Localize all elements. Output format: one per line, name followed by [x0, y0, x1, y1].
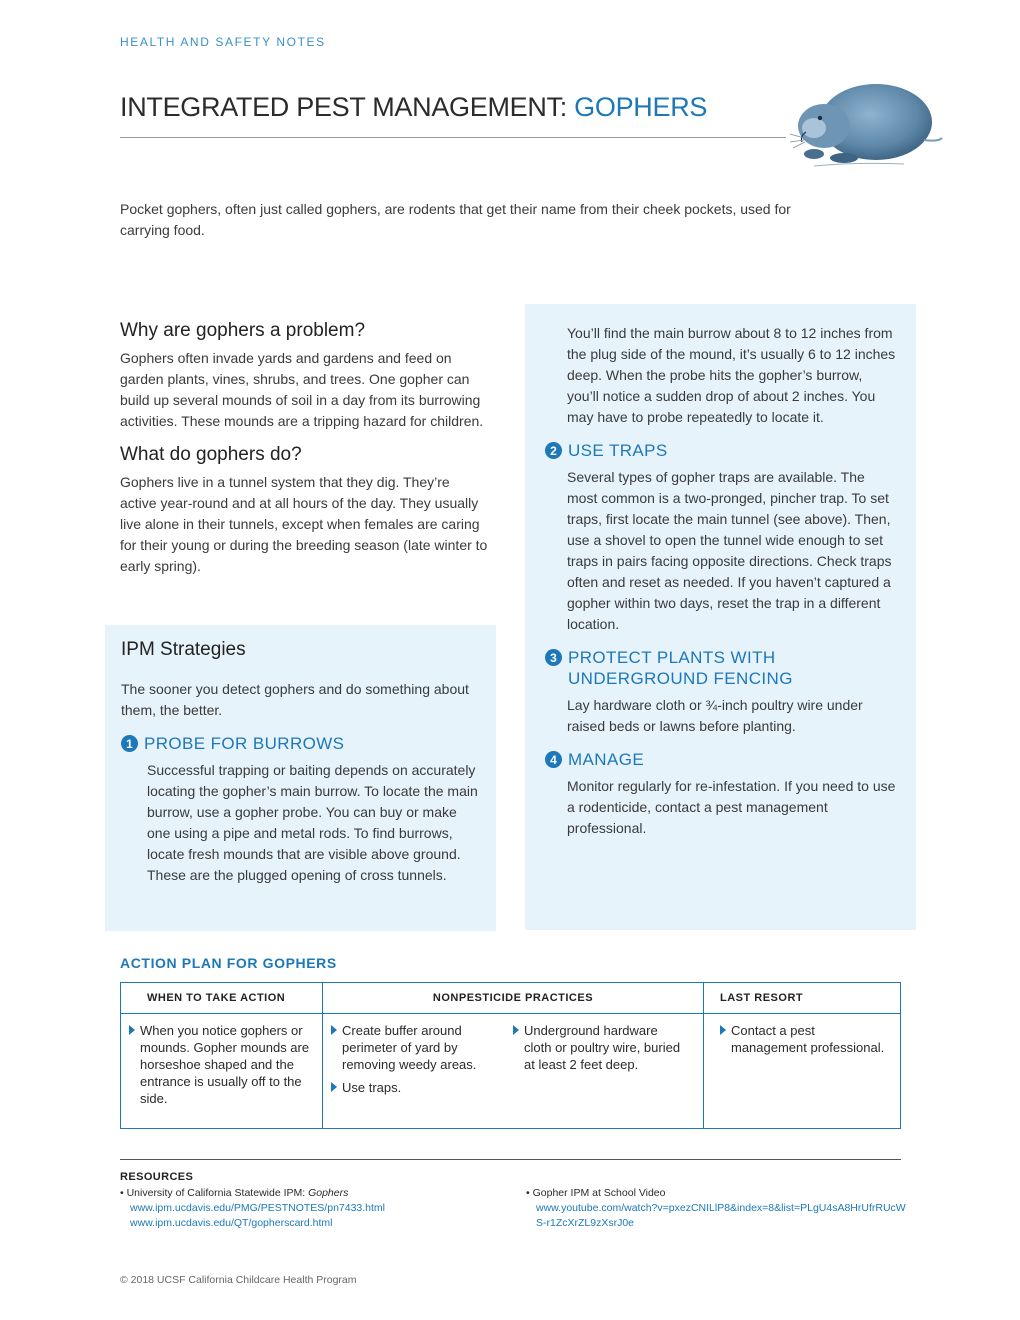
step-3-title: PROTECT PLANTS WITH UNDERGROUND FENCING — [568, 648, 793, 688]
step-4-body: Monitor regularly for re-infestation. If you need to use a rodenticide, contact a pest management professional. — [567, 778, 896, 836]
resource-link-video[interactable]: www.youtube.com/watch?v=pxezCNILlP8&index=8&list=PLgU4sA8HrUfrRUcWS-r1ZcXrZL9zXsrJ0e — [536, 1202, 906, 1229]
resource-link-gopherscard[interactable]: www.ipm.ucdavis.edu/QT/gopherscard.html — [130, 1217, 333, 1229]
step-1-number-icon: 1 — [121, 735, 138, 752]
list-item — [331, 1079, 505, 1096]
eyebrow-label: HEALTH AND SAFETY NOTES — [120, 35, 326, 49]
last-resort-text: Contact a pest management professional. — [731, 1023, 885, 1055]
left-column — [120, 320, 490, 577]
behavior-body: Gophers live in a tunnel system that they dig. They’re active year-round and at all hours of the day. They usually live alone in their tunnels, except when females are caring for their young or during the breeding season (late winter to early spring). — [120, 474, 488, 574]
step-2-title: USE TRAPS — [568, 441, 668, 460]
bullet-arrow-icon — [331, 1025, 337, 1035]
when-text: When you notice gophers or mounds. Gopher mounds are horseshoe shaped and the entrance is usually off to the side. — [140, 1023, 310, 1106]
problem-body: Gophers often invade yards and gardens and feed on garden plants, vines, shrubs, and trees. One gopher can build up several mounds of soil in a day from its burrowing activities. These mounds are a tripping hazard for children. — [120, 350, 484, 429]
nonpesticide-a-1: Create buffer around perimeter of yard by removing weedy areas. — [342, 1023, 477, 1072]
nonpesticide-a-2: Use traps. — [342, 1080, 402, 1095]
resources-title: RESOURCES — [120, 1171, 194, 1183]
resources-divider — [120, 1159, 901, 1160]
list-item — [129, 1022, 314, 1107]
strategies-continued-box — [525, 304, 916, 930]
step-1-header — [121, 733, 480, 754]
step-3-header — [545, 647, 896, 689]
cell-last-resort — [704, 1014, 900, 1128]
action-plan-body-row — [121, 1014, 900, 1128]
resource-ucipm-label — [120, 1186, 510, 1201]
step-2-header — [545, 440, 896, 461]
nonpesticide-col-a — [331, 1022, 513, 1128]
list-item — [513, 1022, 687, 1073]
resources-left — [120, 1186, 510, 1231]
ipm-intro: The sooner you detect gophers and do something about them, the better. — [121, 681, 469, 718]
bullet-arrow-icon — [513, 1025, 519, 1035]
step-1-continued: You’ll find the main burrow about 8 to 12 inches from the plug side of the mound, it’s usually 6 to 12 inches deep. When the probe hits the gopher’s burrow, you’ll notice a sudden drop of about 2 inches. You may have to probe repeatedly to locate it. — [567, 325, 896, 425]
step-2-number-icon: 2 — [545, 442, 562, 459]
resource-ucipm-italic: Gophers — [308, 1187, 349, 1199]
page-title-main: INTEGRATED PEST MANAGEMENT: — [120, 92, 575, 122]
cell-when — [121, 1014, 323, 1128]
resource-video-label: • Gopher IPM at School Video — [526, 1187, 666, 1199]
page-title — [120, 92, 786, 123]
step-4-number-icon: 4 — [545, 751, 562, 768]
resources-right — [526, 1186, 906, 1231]
step-4-title: MANAGE — [568, 750, 645, 769]
step-4-header — [545, 749, 896, 770]
problem-heading: Why are gophers a problem? — [120, 320, 366, 341]
step-3-body: Lay hardware cloth or ¾-inch poultry wire under raised beds or lawns before planting. — [567, 697, 863, 734]
cell-nonpesticide — [323, 1014, 704, 1128]
resource-ucipm-prefix: • University of California Statewide IPM: — [120, 1187, 309, 1199]
ipm-heading: IPM Strategies — [121, 639, 246, 660]
header-when: WHEN TO TAKE ACTION — [121, 983, 323, 1013]
list-item — [331, 1022, 505, 1073]
resource-link-pestnotes[interactable]: www.ipm.ucdavis.edu/PMG/PESTNOTES/pn7433.html — [130, 1202, 386, 1214]
bullet-arrow-icon — [720, 1025, 726, 1035]
bullet-arrow-icon — [129, 1025, 135, 1035]
nonpesticide-col-b — [513, 1022, 695, 1128]
header-nonpesticide: NONPESTICIDE PRACTICES — [323, 983, 704, 1013]
action-plan-table — [120, 982, 901, 1129]
page-title-accent: GOPHERS — [574, 92, 708, 122]
list-item — [720, 1022, 892, 1056]
behavior-heading: What do gophers do? — [120, 444, 302, 465]
step-2-body: Several types of gopher traps are available. The most common is a two-pronged, pincher trap. To set traps, first locate the main tunnel (see above). Then, use a shovel to open the tunnel wide enough to set traps in pairs facing opposite directions. Check traps often and reset as needed. If you haven’t captured a gopher within two days, reset the trap in a different location. — [567, 469, 892, 632]
footer-copyright: © 2018 UCSF California Childcare Health Program — [120, 1274, 357, 1286]
step-1-body: Successful trapping or baiting depends on accurately locating the gopher’s main burrow. To locate the main burrow, use a gopher probe. You can buy or make one using a pipe and metal rods. To find burrows, locate fresh mounds that are visible above ground. These are the plugged opening of cross tunnels. — [147, 762, 478, 883]
action-plan-title: ACTION PLAN FOR GOPHERS — [120, 955, 337, 971]
step-1-title: PROBE FOR BURROWS — [144, 734, 345, 753]
step-3-number-icon: 3 — [545, 649, 562, 666]
nonpesticide-b-1: Underground hardware cloth or poultry wire, buried at least 2 feet deep. — [524, 1023, 681, 1072]
action-plan-header-row — [121, 983, 900, 1014]
intro-paragraph: Pocket gophers, often just called gophers, are rodents that get their name from their cheek pockets, used for carrying food. — [120, 201, 791, 238]
bullet-arrow-icon — [331, 1082, 337, 1092]
gopher-illustration-icon — [784, 70, 944, 174]
ipm-strategies-box — [105, 625, 496, 931]
header-last-resort: LAST RESORT — [720, 992, 804, 1004]
title-row — [120, 92, 786, 138]
